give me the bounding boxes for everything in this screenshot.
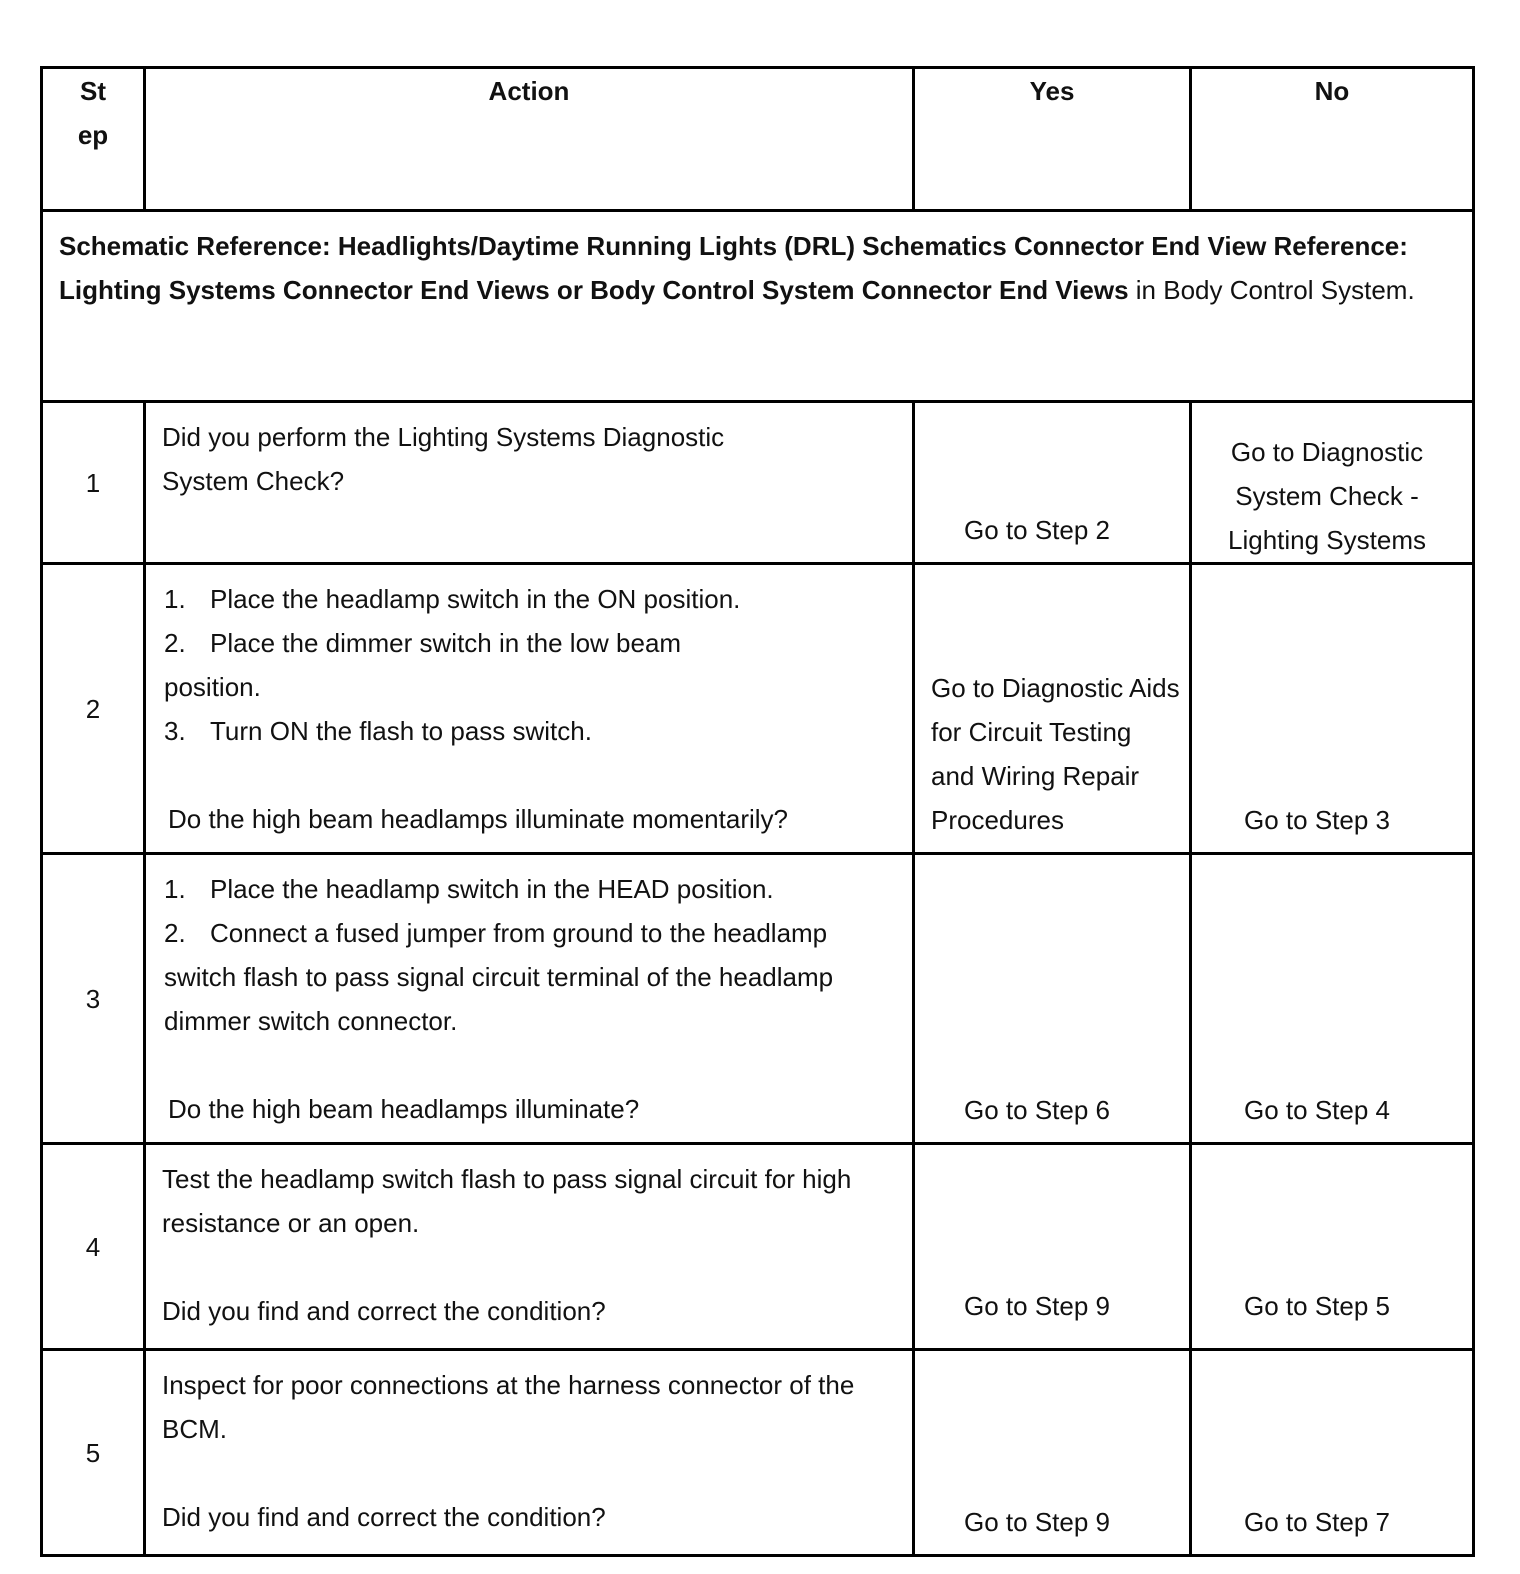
action-question: Did you find and correct the condition? <box>162 1296 606 1326</box>
table-row <box>42 854 1474 1144</box>
table-row <box>42 564 1474 854</box>
spacer <box>162 1451 898 1495</box>
spacer <box>162 1043 898 1087</box>
no-cell: Go to Step 5 <box>1191 1144 1474 1350</box>
diagnostic-table <box>40 66 1475 1557</box>
reference-cell <box>42 211 1474 402</box>
header-yes: Yes <box>914 68 1191 211</box>
yes-cell: Go to Step 2 <box>914 402 1191 564</box>
yes-cell: Go to Step 9 <box>914 1350 1191 1556</box>
action-cell <box>145 402 914 564</box>
step-number: 3 <box>42 854 145 1144</box>
list-item <box>162 867 898 911</box>
list-item <box>162 621 724 709</box>
table-header-row <box>42 68 1474 211</box>
yes-cell: Go to Step 9 <box>914 1144 1191 1350</box>
action-cell <box>145 854 914 1144</box>
reference-bold-text: Schematic Reference: Headlights/Daytime Running Lights (DRL) Schematics Connector End View Reference: Lighting Systems Connector End Views or Body Control System Connector End Views <box>59 231 1408 305</box>
no-cell: Go to Step 4 <box>1191 854 1474 1144</box>
list-item-number: 2. <box>164 628 186 658</box>
yes-cell: Go to Diagnostic Aids for Circuit Testing and Wiring Repair Procedures <box>914 564 1191 854</box>
spacer <box>162 1245 898 1289</box>
action-question: Did you find and correct the condition? <box>162 1502 606 1532</box>
table-row <box>42 1350 1474 1556</box>
list-item-number: 1. <box>164 874 186 904</box>
list-item <box>162 577 898 621</box>
list-item-number: 2. <box>164 918 186 948</box>
step-number: 1 <box>42 402 145 564</box>
action-text: Inspect for poor connections at the harness connector of the BCM. <box>162 1370 855 1444</box>
step-number: 2 <box>42 564 145 854</box>
table-row <box>42 1144 1474 1350</box>
spacer <box>162 753 898 797</box>
step-number: 5 <box>42 1350 145 1556</box>
header-step: St ep <box>42 68 145 211</box>
list-item-text: Place the dimmer switch in the low beam position. <box>164 628 682 702</box>
yes-cell: Go to Step 6 <box>914 854 1191 1144</box>
action-text: Did you perform the Lighting Systems Diagnostic System Check? <box>162 422 725 496</box>
action-cell <box>145 1144 914 1350</box>
list-item-number: 3. <box>164 716 186 746</box>
table-row <box>42 402 1474 564</box>
list-item <box>162 911 844 1043</box>
header-action: Action <box>145 68 914 211</box>
no-cell: Go to Step 7 <box>1191 1350 1474 1556</box>
list-item <box>162 709 898 753</box>
header-no: No <box>1191 68 1474 211</box>
no-cell: Go to Diagnostic System Check - Lighting Systems <box>1191 402 1474 564</box>
action-question: Do the high beam headlamps illuminate? <box>168 1094 640 1124</box>
action-cell <box>145 564 914 854</box>
action-text: Test the headlamp switch flash to pass signal circuit for high resistance or an open. <box>162 1164 852 1238</box>
reference-row <box>42 211 1474 402</box>
list-item-text: Turn ON the flash to pass switch. <box>210 716 592 746</box>
list-item-text: Place the headlamp switch in the HEAD position. <box>210 874 774 904</box>
list-item-text: Place the headlamp switch in the ON position. <box>210 584 741 614</box>
action-cell <box>145 1350 914 1556</box>
step-number: 4 <box>42 1144 145 1350</box>
list-item-number: 1. <box>164 584 186 614</box>
no-cell: Go to Step 3 <box>1191 564 1474 854</box>
reference-normal-text: in Body Control System. <box>1128 275 1415 305</box>
list-item-text: Connect a fused jumper from ground to the headlamp switch flash to pass signal circuit terminal of the headlamp dimmer switch connector. <box>164 918 834 1036</box>
action-question: Do the high beam headlamps illuminate momentarily? <box>168 804 788 834</box>
